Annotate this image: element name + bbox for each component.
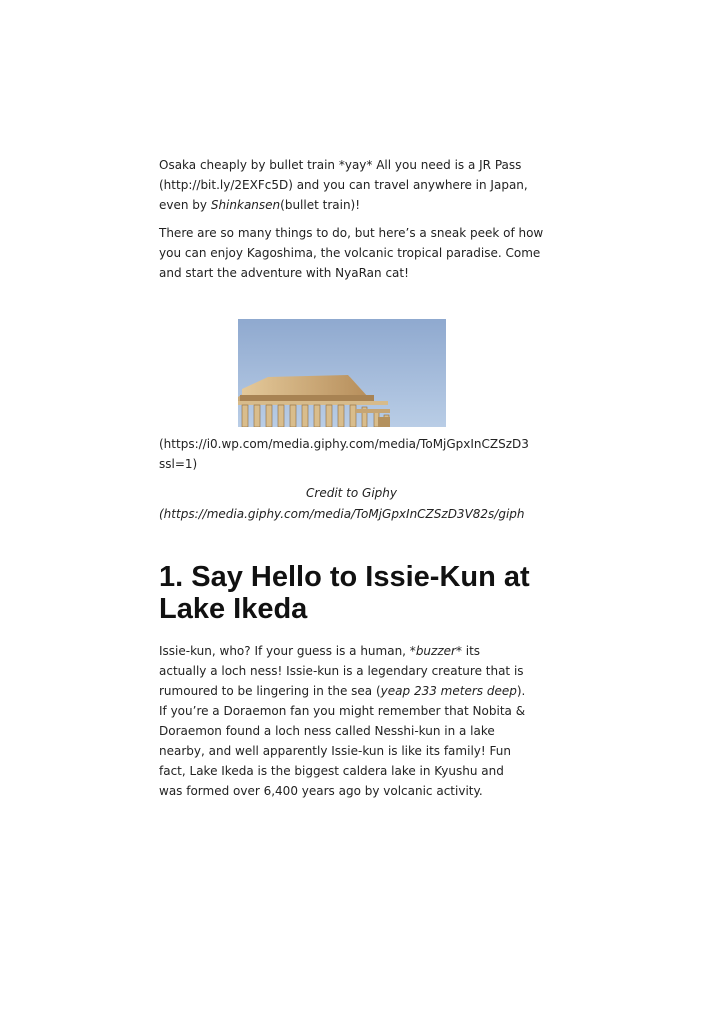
- intro-text: [159, 155, 544, 283]
- parthenon-image: [238, 319, 446, 427]
- image-credit: [159, 483, 544, 525]
- credit-label: Credit to Giphy: [306, 486, 397, 500]
- intro-paragraph-2: There are so many things to do, but here’s a sneak peek of how you can enjoy Kagoshima, the volcanic tropical paradise. Come and start the adventure with NyaRan cat!: [159, 226, 544, 280]
- depth-emphasis: yeap 233 meters deep: [380, 684, 517, 698]
- section-1-paragraph: Issie-kun, who? If your guess is a human, *buzzer* its actually a loch ness! Issie-kun is a legendary creature that is rumoured to be lingering in the sea (yeap 233 meters deep). If you’re a Doraemon fan you might remember that Nobita & Doraemon found a loch ness called Nesshi-kun in a lake nearby, and well apparently Issie-kun is like its family! Fun fact, Lake Ikeda is the biggest caldera lake in Kyushu and was formed over 6,400 years ago by volcanic activity.: [159, 644, 526, 798]
- section-1-heading: 1. Say Hello to Issie-Kun at Lake Ikeda: [159, 561, 530, 625]
- image-caption: [159, 434, 544, 474]
- shinkansen-emphasis: Shinkansen: [210, 198, 281, 212]
- section-1: [159, 561, 539, 625]
- image-link-line-1[interactable]: (https://i0.wp.com/media.giphy.com/media/ToMjGpxInCZSzD3: [159, 437, 529, 451]
- section-1-body: [159, 641, 531, 801]
- image-link-line-2[interactable]: ssl=1): [159, 457, 198, 471]
- intro-paragraph-1: Osaka cheaply by bullet train *yay* All you need is a JR Pass (http://bit.ly/2EXFc5D) and you can travel anywhere in Japan, even by Shinkansen(bullet train)!: [159, 158, 528, 212]
- credit-link[interactable]: (https://media.giphy.com/media/ToMjGpxInCZSzD3V82s/giph: [159, 507, 525, 521]
- buzzer-emphasis: buzzer: [415, 644, 456, 658]
